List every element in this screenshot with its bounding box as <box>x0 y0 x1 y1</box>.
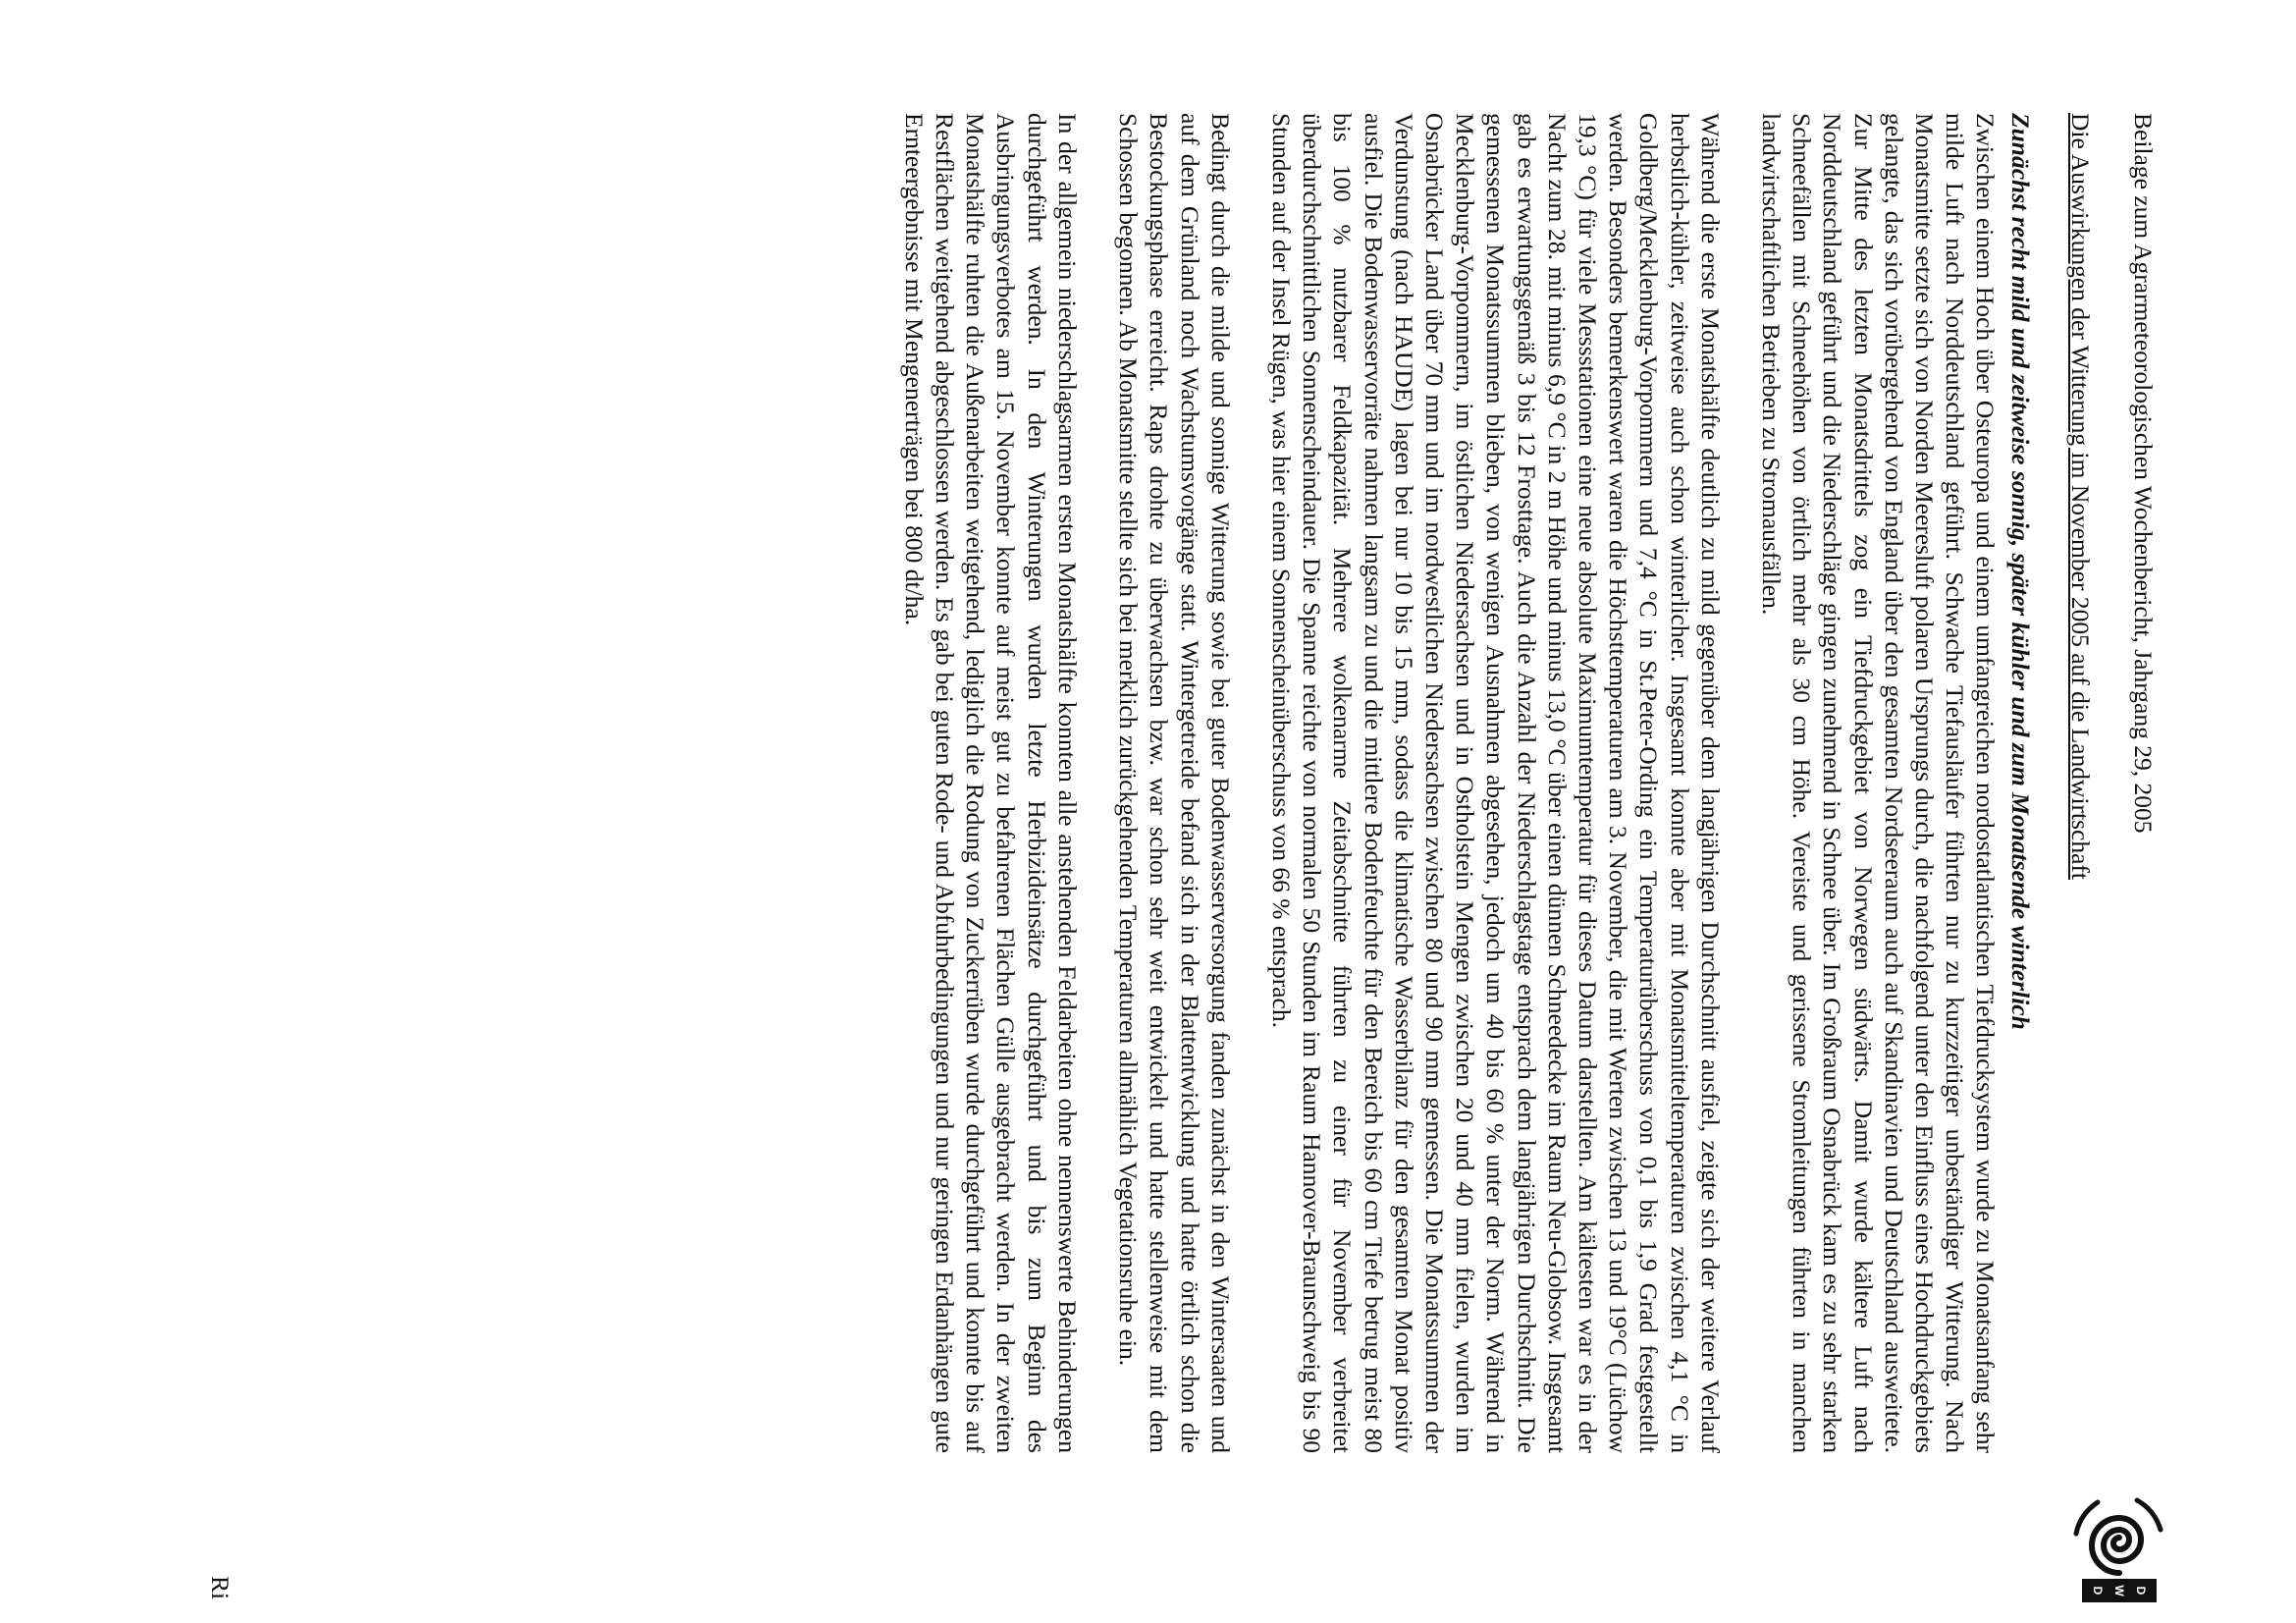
paragraph-2: Während die erste Monatshälfte deutlich zu mild gegenüber dem langjährigen Durchschnitt ausfiel, zeigte sich der weitere Verlauf herbstlich-kühler, zeitweise auch schon winterlicher. Insgesamt konnte aber mit Monatsmitteltemperaturen zwischen 4,1 °C in Goldberg/Mecklenburg-Vorpommern und 7,4 °C in St.Peter-Ording ein Temperaturüberschuss von 0,1 bis 1,9 Grad festgestellt werden. Besonders bemerkenswert waren die Höchsttemperaturen am 3. November, die mit Werten zwischen 13 und 19°C (Lüchow 19,3 °C) für viele Messstationen eine neue absolute Maximumtemperatur für dieses Datum darstellten. Am kältesten war es in der Nacht zum 28. mit minus 6,9 °C in 2 m Höhe und minus 13,0 °C über einen dünnen Schneedecke im Raum Neu-Globsow. Insgesamt gab es erwartungsgemäß 3 bis 12 Frosttage. Auch die Anzahl der Niederschlagstage entsprach dem langjährigen Durchschnitt. Die gemessenen Monatssummen blieben, von wenigen Ausnahmen abgesehen, jedoch um 40 bis 60 % unter der Norm. Während in Mecklenburg-Vorpommern, im östlichen Niedersachsen und in Ostholstein Mengen zwischen 20 und 40 mm fielen, wurden im Osnabrücker Land über 70 mm und im nordwestlichen Niedersachsen zwischen 80 und 90 mm gemessen. Die Monatssummen der Verdunstung (nach HAUDE) lagen bei nur 10 bis 15 mm, sodass die klimatische Wasserbilanz für den gesamten Monat positiv ausfiel. Die Bodenwasservorräte nahmen langsam zu und die mittlere Bodenfeuchte für den Bereich bis 60 cm Tiefe betrug meist 80 bis 100 % nutzbarer Feldkapazität. Mehrere wolkenarme Zeitabschnitte führten zu einer für November verbreitet überdurchschnittlichen Sonnenscheindauer. Die Spanne reichte von normalen 50 Stunden im Raum Hannover-Braunschweig bis 90 Stunden auf der Insel Rügen, was hier einem Sonnenscheinüberschuss von 66 % entsprach. <box>1266 113 1725 1453</box>
author-initials: Ri <box>206 1576 235 1600</box>
svg-text:D: D <box>2134 1586 2148 1596</box>
main-text-column <box>869 113 2159 1453</box>
page-subtitle: Zunächst recht mild und zeitweise sonnig, später kühler und zum Monatsende winterlich <box>2005 113 2035 1030</box>
paragraph-1: Zwischen einem Hoch über Osteuropa und einem umfangreichen nordostatlantischen Tiefdrucksystem wurde zu Monatsanfang sehr milde Luft nach Norddeutschland geführt. Schwache Tiefausläufer führten nur zu kurzzeitiger unbeständiger Witterung. Nach Monatsmitte setzte sich von Norden Meeresluft polaren Ursprungs durch, die nachfolgend unter den Einfluss eines Hochdruckgebiets gelangte, das sich vorübergehend von England über den gesamten Nordseeraum auch auf Skandinavien und Deutschland ausweitete. Zur Mitte des letzten Monatsdrittels zog ein Tiefdruckgebiet von Norwegen südwärts. Damit wurde kältere Luft nach Norddeutschland geführt und die Niederschläge gingen zunehmend in Schnee über. Im Großraum Osnabrück kam es zu sehr starken Schneefällen mit Schneehöhen von örtlich mehr als 30 cm Höhe. Vereiste und gerissene Stromleitungen führten in manchen landwirtschaftlichen Betrieben zu Stromausfällen. <box>1756 113 2001 1453</box>
page-title: Die Auswirkungen der Witterung im November 2005 auf die Landwirtschaft <box>2065 113 2095 881</box>
svg-text:D: D <box>2091 1586 2105 1596</box>
report-header: Beilage zum Agrarmeteorologischen Wochenbericht, Jahrgang 29, 2005 <box>2129 113 2158 834</box>
dwd-logo <box>2072 1492 2166 1610</box>
svg-text:W: W <box>2112 1585 2126 1596</box>
paragraph-4: In der allgemein niederschlagsarmen ersten Monatshälfte konnten alle anstehenden Feldarbeiten ohne nennenswerte Behinderungen durchgeführt werden. In den Winterungen wurden letzte Herbizideinsätze durchgeführt und bis zum Beginn des Ausbringungsverbotes am 15. November konnte auf meist gut zu befahrenen Flächen Gülle ausgebracht werden. In der zweiten Monatshälfte ruhten die Außenarbeiten weitgehend, lediglich die Rodung von Zuckerrüben wurde durchgeführt und konnte bis auf Restflächen weitgehend abgeschlossen werden. Es gab bei guten Rode- und Abfuhrbedingungen und nur geringen Erdanhängen gute Ernteergebnisse mit Mengenerträgen bei 800 dt/ha. <box>899 113 1082 1453</box>
paragraph-3: Bedingt durch die milde und sonnige Witterung sowie bei guter Bodenwasserversorgung fanden zunächst in den Wintersaaten und auf dem Grünland noch Wachstumsvorgänge statt. Wintergetreide befand sich in der Blattentwicklung und hatte örtlich schon die Bestockungsphase erreicht. Raps drohte zu überwachsen bzw. war schon sehr weit entwickelt und hatte stellenweise mit dem Schossen begonnen. Ab Monatsmitte stellte sich bei merklich zurückgehenden Temperaturen allmählich Vegetationsruhe ein. <box>1114 113 1235 1453</box>
